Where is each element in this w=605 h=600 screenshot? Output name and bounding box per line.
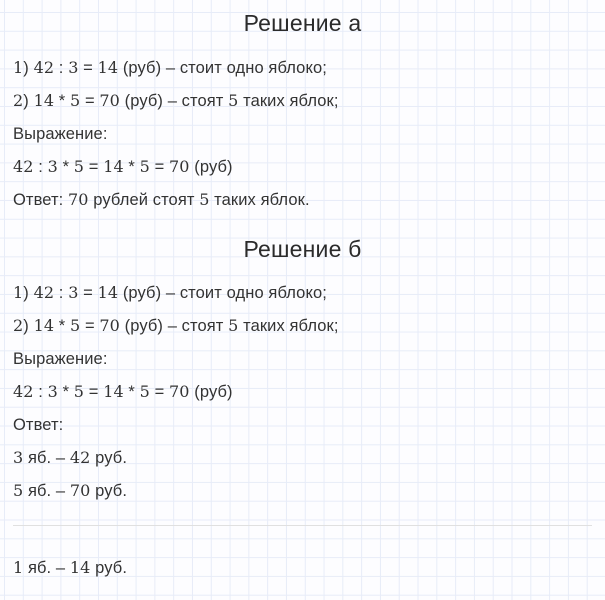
solution-a-expression-label: Выражение: <box>13 125 108 143</box>
solution-a-step-2: 2) 14 * 5 = 70 (руб) – стоят 5 таких яблок; <box>13 91 339 110</box>
solution-a-step-1: 1) 42 : 3 = 14 (руб) – стоит одно яблоко; <box>13 58 327 77</box>
solution-b-step-1: 1) 42 : 3 = 14 (руб) – стоит одно яблоко; <box>13 283 327 302</box>
solution-a-section <box>13 8 592 210</box>
solution-a-expression: 42 : 3 * 5 = 14 * 5 = 70 (руб) <box>13 157 233 176</box>
solution-b-answer-label: Ответ: <box>13 416 64 434</box>
solution-b-section <box>13 234 592 578</box>
solution-b-title: Решение б <box>243 236 362 262</box>
solution-b-answer-3-apples: 3 яб. – 42 руб. <box>13 448 127 467</box>
section-divider <box>13 525 592 526</box>
solution-b-expression-label: Выражение: <box>13 350 108 368</box>
solution-b-answer-5-apples: 5 яб. – 70 руб. <box>13 481 127 500</box>
solution-b-expression: 42 : 3 * 5 = 14 * 5 = 70 (руб) <box>13 382 233 401</box>
solution-b-answer-1-apple: 1 яб. – 14 руб. <box>13 558 127 577</box>
solution-a-answer: Ответ: 70 рублей стоят 5 таких яблок. <box>13 190 310 209</box>
solution-b-step-2: 2) 14 * 5 = 70 (руб) – стоят 5 таких яблок; <box>13 316 339 335</box>
solution-a-title: Решение а <box>243 10 362 36</box>
